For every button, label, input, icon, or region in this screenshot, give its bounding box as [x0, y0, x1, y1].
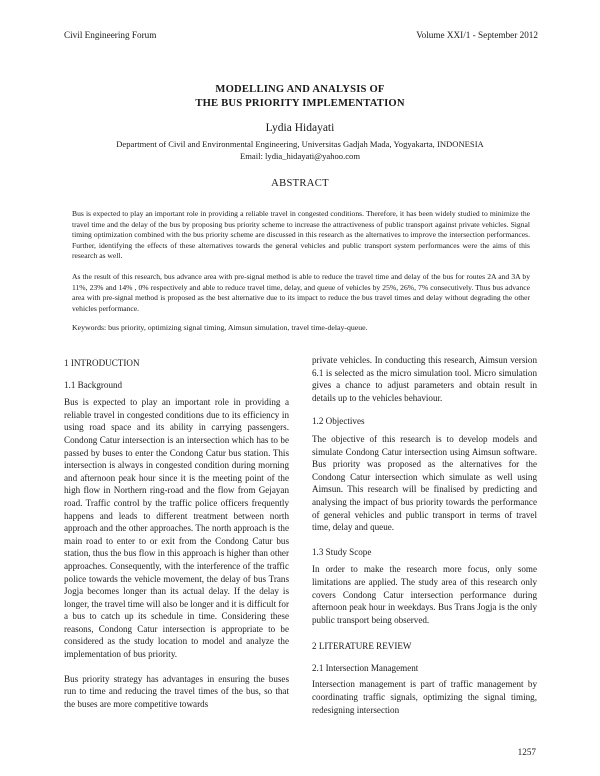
left-column	[64, 357, 289, 710]
objectives-paragraph: The objective of this research is to develop models and simulate Condong Catur intersection using Aimsun software. Bus priority was proposed as the alternatives for the Condong Catur intersection which simulate as well using Aimsun. This research will be finalised by predicting and analysing the impact of bus priority towards the performance of general vehicles and public transport in terms of travel time, delay and queue.	[312, 433, 537, 533]
background-paragraph-2: Bus priority strategy has advantages in ensuring the buses run to time and reducing the travel times of the bus, so that the buses are more competitive towards	[64, 673, 289, 709]
paper-title	[0, 83, 600, 110]
subsection-heading-background: 1.1 Background	[64, 379, 123, 390]
subsection-heading-study-scope: 1.3 Study Scope	[312, 546, 372, 557]
abstract-heading: ABSTRACT	[271, 178, 329, 189]
subsection-heading-intersection-management: 2.1 Intersection Management	[312, 662, 419, 673]
section-heading-literature-review: 2 LITERATURE REVIEW	[312, 641, 412, 652]
study-scope-paragraph: In order to make the research more focus, only some limitations are applied. The study area of this research only covers Condong Catur intersection performance during afternoon peak hour in weekdays. Bus Trans Jogja is the only public transport being observed.	[312, 564, 537, 625]
background-paragraph-1: Bus is expected to play an important role in providing a reliable travel in congested conditions due to its efficiency in using road space and its ability in carrying passengers. Condong Catur intersection is an intersection which has to be passed by buses to enter the Condong Catur bus station. This intersection is always in congested condition during morning and afternoon peak hour since it is the meeting point of the high flow in Northern ring-road and the flow from Gejayan road. Traffic control by the traffic police officers frequently happens and leads to different treatment between north approach and the other approaches. The north approach is the main road to enter to or exit from the Condong Catur bus station, thus the bus flow in this approach is higher than other approaches. Consequently, with the interference of the traffic police towards the vehicle movement, the delay of bus Trans Jogja becomes longer than its actual delay. If the delay is longer, the travel time will also be longer and it is difficult for a bus to catch up its schedule in time. Considering these reasons, Condong Catur intersection is appropriate to be considered as the study location to model and analyze the implementation of bus priority.	[64, 397, 289, 660]
title-line-1: MODELLING AND ANALYSIS OF	[215, 84, 385, 95]
abstract-paragraph-2: As the result of this research, bus advance area with pre-signal method is able to reduce the travel time and delay of the bus for routes 2A and 3A by 11%, 23% and 14% , 0% respectively and able to reduce travel time, delay, and queue of vehicles by 25%, 26%, 7% consecutively. Thus bus advance area with pre-signal method is proposed as the best alternative due to its impact to reduce the bus travel times and delay without degrading the other vehicles performance.	[72, 272, 530, 313]
keywords: Keywords: bus priority, optimizing signal timing, Aimsun simulation, travel time-delay-queue.	[72, 323, 368, 332]
background-paragraph-continued: private vehicles. In conducting this research, Aimsun version 6.1 is selected as the micro simulation tool. Micro simulation gives a chance to adjust parameters and obtain result in details up to the vehicles behaviour.	[312, 355, 537, 403]
section-heading-introduction: 1 INTRODUCTION	[64, 358, 140, 368]
right-column	[312, 354, 537, 716]
subsection-heading-objectives: 1.2 Objectives	[312, 416, 365, 427]
volume-info: Volume XXI/1 - September 2012	[416, 30, 538, 40]
literature-paragraph: Intersection management is part of traffic management by coordinating traffic signals, optimizing the signal timing, redesigning intersection	[312, 679, 537, 715]
author-name: Lydia Hidayati	[265, 122, 335, 134]
author-affiliation-block	[0, 139, 600, 162]
author-email: Email: lydia_hidayati@yahoo.com	[239, 150, 361, 161]
abstract-paragraph-1: Bus is expected to play an important role in providing a reliable travel in congested conditions. Therefore, it has been widely studied to minimize the travel time and the delay of the bus by proposing bus priority scheme to increase the attractiveness of public transport against private vehicles. Signal timing optimization combined with the bus priority scheme are discussed in this research as the alternatives to improve the intersection performances. Further, identifying the effects of these alternatives towards the general vehicles and public transport system performances were the aims of this research as well.	[72, 209, 530, 260]
title-line-2: THE BUS PRIORITY IMPLEMENTATION	[195, 97, 405, 109]
page-number: 1257	[517, 747, 536, 757]
affiliation: Department of Civil and Environmental Engineering, Universitas Gadjah Mada, Yogyakarta, INDONESIA	[116, 139, 484, 149]
journal-name: Civil Engineering Forum	[64, 30, 157, 40]
